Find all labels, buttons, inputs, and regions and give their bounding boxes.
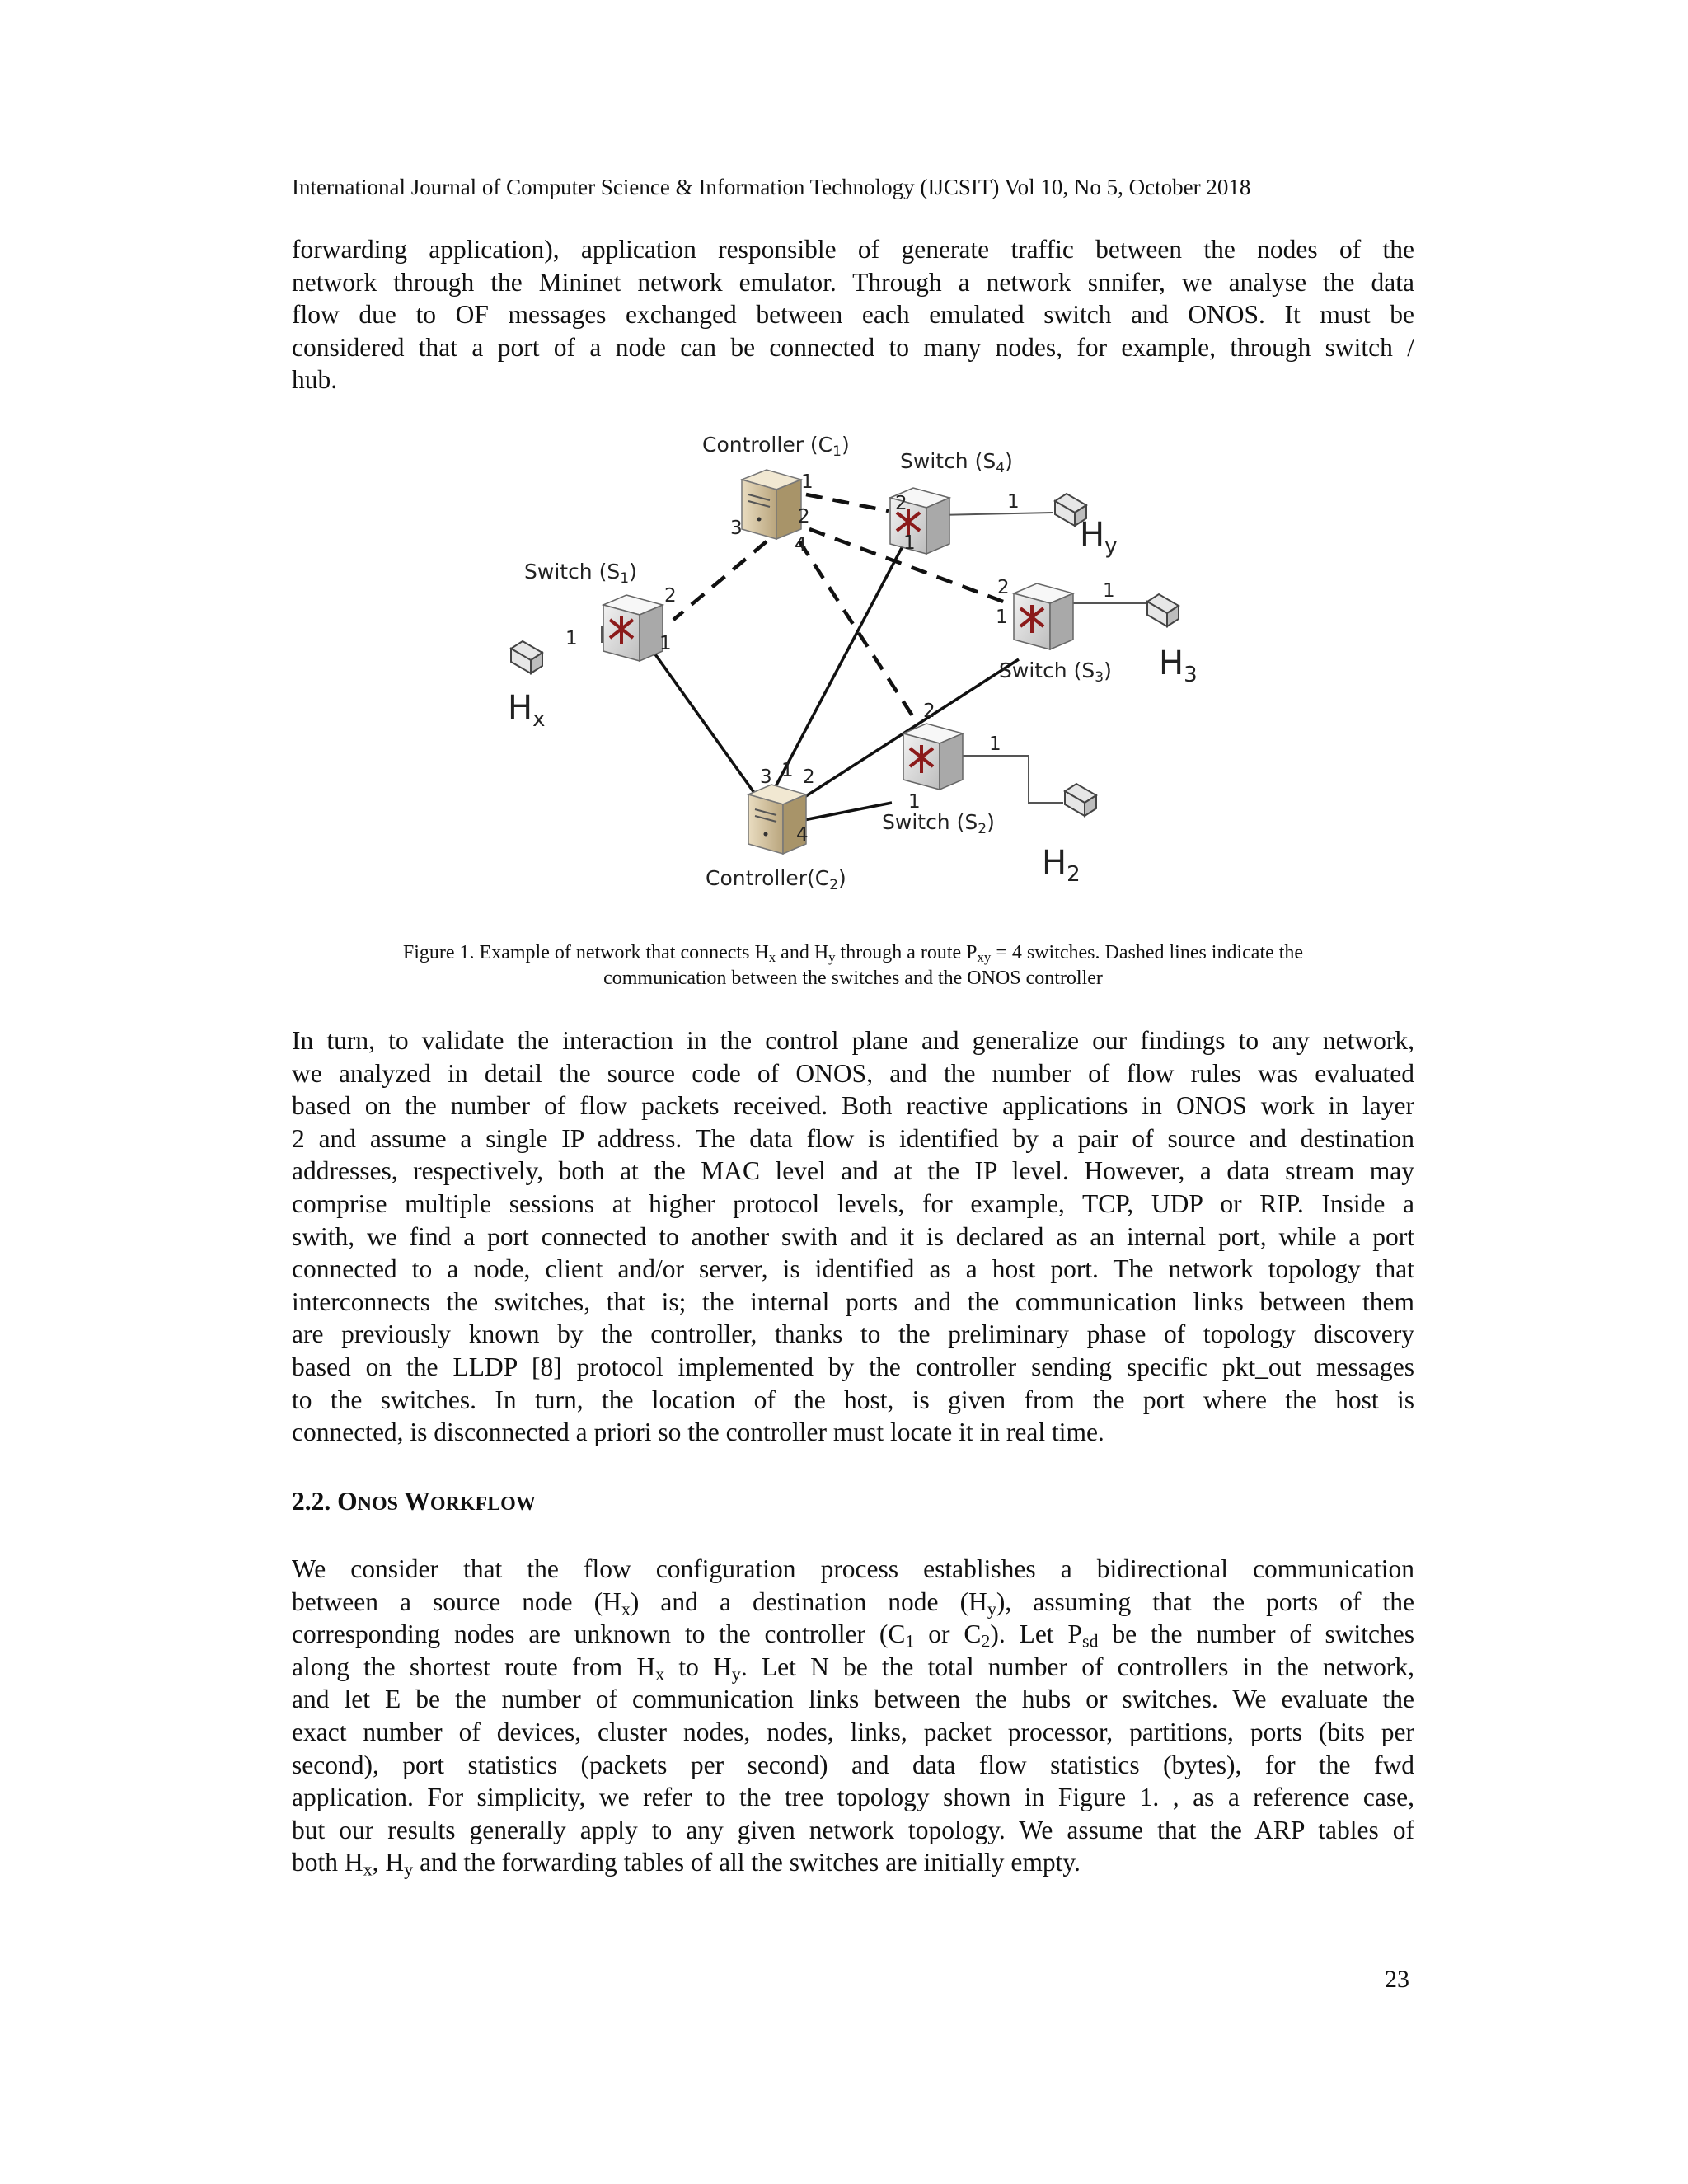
port-label: 4: [795, 534, 807, 555]
dashed-link-c1-s2: [799, 541, 913, 717]
text-line: hub.: [292, 365, 338, 395]
text-line: considered that a port of a node can be connected to many nodes, for example, through switch /: [292, 332, 1414, 362]
switch-s2-label: Switch $(S_2)$: [882, 810, 995, 837]
host-h3-icon: [1147, 594, 1179, 626]
port-label: 2: [997, 577, 1010, 598]
paragraph-1: [292, 233, 1414, 396]
text-line: interconnects the switches, that is; the internal ports and the communication links between them: [292, 1286, 1414, 1316]
page-number: 23: [1385, 1966, 1409, 1993]
port-label: 3: [730, 518, 743, 539]
section-heading: 2.2. ONOS WORKFLOW: [292, 1487, 536, 1516]
switch-s4-label: Switch $(S_4)$: [900, 449, 1013, 476]
text-line: along the shortest route from $H_x$ to $H_y$. Let N be the total number of controllers in the network,: [292, 1652, 1414, 1685]
port-label: 1: [908, 791, 921, 813]
port-label: 1: [1007, 491, 1020, 513]
switch-s3-icon: [1014, 583, 1073, 649]
text-line: swith, we find a port connected to another swith and it is declared as an internal port, while a port: [292, 1221, 1414, 1251]
port-label: 1: [996, 607, 1008, 628]
port-label: 1: [903, 532, 916, 554]
text-line: In turn, to validate the interaction in the control plane and generalize our findings to any network,: [292, 1026, 1414, 1055]
caption-line-2: communication between the switches and the ONOS controller: [603, 968, 1103, 989]
controller-c1-label: Controller $(C_1)$: [702, 433, 850, 460]
dashed-link-c1-s1: [673, 541, 767, 620]
port-label: 1: [1103, 580, 1115, 602]
port-label: 1: [801, 471, 814, 493]
dashed-link-c1-s4: [806, 494, 889, 511]
host-hy-label: $H_y$: [1080, 516, 1118, 559]
data-links: [655, 531, 1019, 823]
port-label: 2: [798, 506, 810, 527]
text-line: based on the number of flow packets received. Both reactive applications in ONOS work in layer: [292, 1091, 1414, 1121]
text-line: comprise multiple sessions at higher protocol levels, for example, TCP, UDP or RIP. Inside a: [292, 1188, 1414, 1218]
port-label: 1: [989, 733, 1001, 755]
text-line: 2 and assume a single IP address. The data flow is identified by a pair of source and destination: [292, 1123, 1414, 1153]
control-links: [673, 494, 1012, 717]
port-label: 2: [664, 585, 677, 607]
port-label: 3: [760, 766, 772, 788]
text-line: addresses, respectively, both at the MAC level and at the IP level. However, a data stream may: [292, 1156, 1414, 1186]
host-h2-label: $H_2$: [1042, 844, 1081, 887]
network-topology-figure: [495, 422, 1220, 908]
text-line: connected to a node, client and/or server, is identified as a host port. The network topology that: [292, 1254, 1414, 1284]
text-line: between a source node $(H_x)$ and a destination node $(H_y)$, assuming that the ports of the: [292, 1586, 1414, 1619]
link-s2-h2: [946, 756, 1063, 803]
text-line: application. For simplicity, we refer to the tree topology shown in Figure 1. , as a reference case,: [292, 1783, 1414, 1812]
text-line: we analyzed in detail the source code of ONOS, and the number of flow rules was evaluated: [292, 1058, 1414, 1088]
link-s1-c2: [655, 654, 757, 796]
text-line: exact number of devices, cluster nodes, nodes, links, packet processor, partitions, ports (bits per: [292, 1717, 1414, 1746]
port-label: 1: [781, 760, 794, 781]
switch-s1-icon: [603, 595, 663, 661]
caption-line-1: Figure 1. Example of network that connects $H_x$ and $H_y$ through a route $P_{xy} = 4$ switches. Dashed lines indicate the: [402, 942, 1304, 966]
host-hx-icon: [511, 641, 542, 673]
text-line: connected, is disconnected a priori so the controller must locate it in real time.: [292, 1418, 1104, 1447]
text-line: network through the Mininet network emulator. Through a network snnifer, we analyse the data: [292, 267, 1414, 297]
controller-c1-server-icon: [742, 470, 801, 539]
text-line: are previously known by the controller, thanks to the preliminary phase of topology discovery: [292, 1319, 1414, 1349]
port-label: 4: [796, 824, 809, 846]
text-line: We consider that the flow configuration process establishes a bidirectional communication: [292, 1554, 1414, 1583]
port-label: 2: [803, 766, 815, 788]
topology-diagram: [495, 422, 1220, 908]
text-line: both $H_x$, $H_y$ and the forwarding tables of all the switches are initially empty.: [292, 1848, 1081, 1880]
text-line: corresponding nodes are unknown to the controller ($C_1$ or $C_2$). Let $P_{sd}$ be the number of switches: [292, 1619, 1414, 1652]
paragraph-2: [292, 1024, 1414, 1449]
text-line: based on the LLDP [8] protocol implemented by the controller sending specific pkt_out messages: [292, 1352, 1414, 1381]
link-s4-hy: [940, 513, 1053, 515]
port-label: 2: [923, 701, 935, 722]
port-label: 1: [565, 628, 578, 649]
controller-c2-label: $Controller(C_2)$: [706, 866, 846, 893]
host-h3-label: $H_3$: [1159, 644, 1198, 687]
text-line: but our results generally apply to any given network topology. We assume that the ARP tables of: [292, 1815, 1414, 1844]
switch-s3-label: Switch $(S_3)$: [999, 658, 1112, 686]
link-c2-s4: [773, 531, 911, 791]
port-label: 1: [659, 633, 672, 654]
paragraph-3: [292, 1553, 1414, 1879]
host-hx-label: $H_x$: [508, 689, 546, 732]
text-line: to the switches. In turn, the location of the host, is given from the port where the host is: [292, 1385, 1414, 1414]
text-line: forwarding application), application responsible of generate traffic between the nodes of the: [292, 235, 1414, 264]
device-labels: [524, 433, 1112, 893]
text-line: second), port statistics (packets per second) and data flow statistics (bytes), for the fwd: [292, 1750, 1414, 1779]
switch-s2-icon: [903, 724, 963, 790]
running-header: International Journal of Computer Science & Information Technology (IJCSIT) Vol 10, No 5, October 2018: [292, 175, 1251, 199]
text-line: flow due to OF messages exchanged between each emulated switch and ONOS. It must be: [292, 300, 1414, 330]
switch-s1-label: Switch $(S_1)$: [524, 560, 637, 587]
figure-caption: [292, 940, 1414, 991]
host-h2-icon: [1065, 784, 1096, 816]
port-label: 2: [895, 493, 907, 514]
text-line: and let E be the number of communication links between the hubs or switches. We evaluate the: [292, 1685, 1414, 1714]
